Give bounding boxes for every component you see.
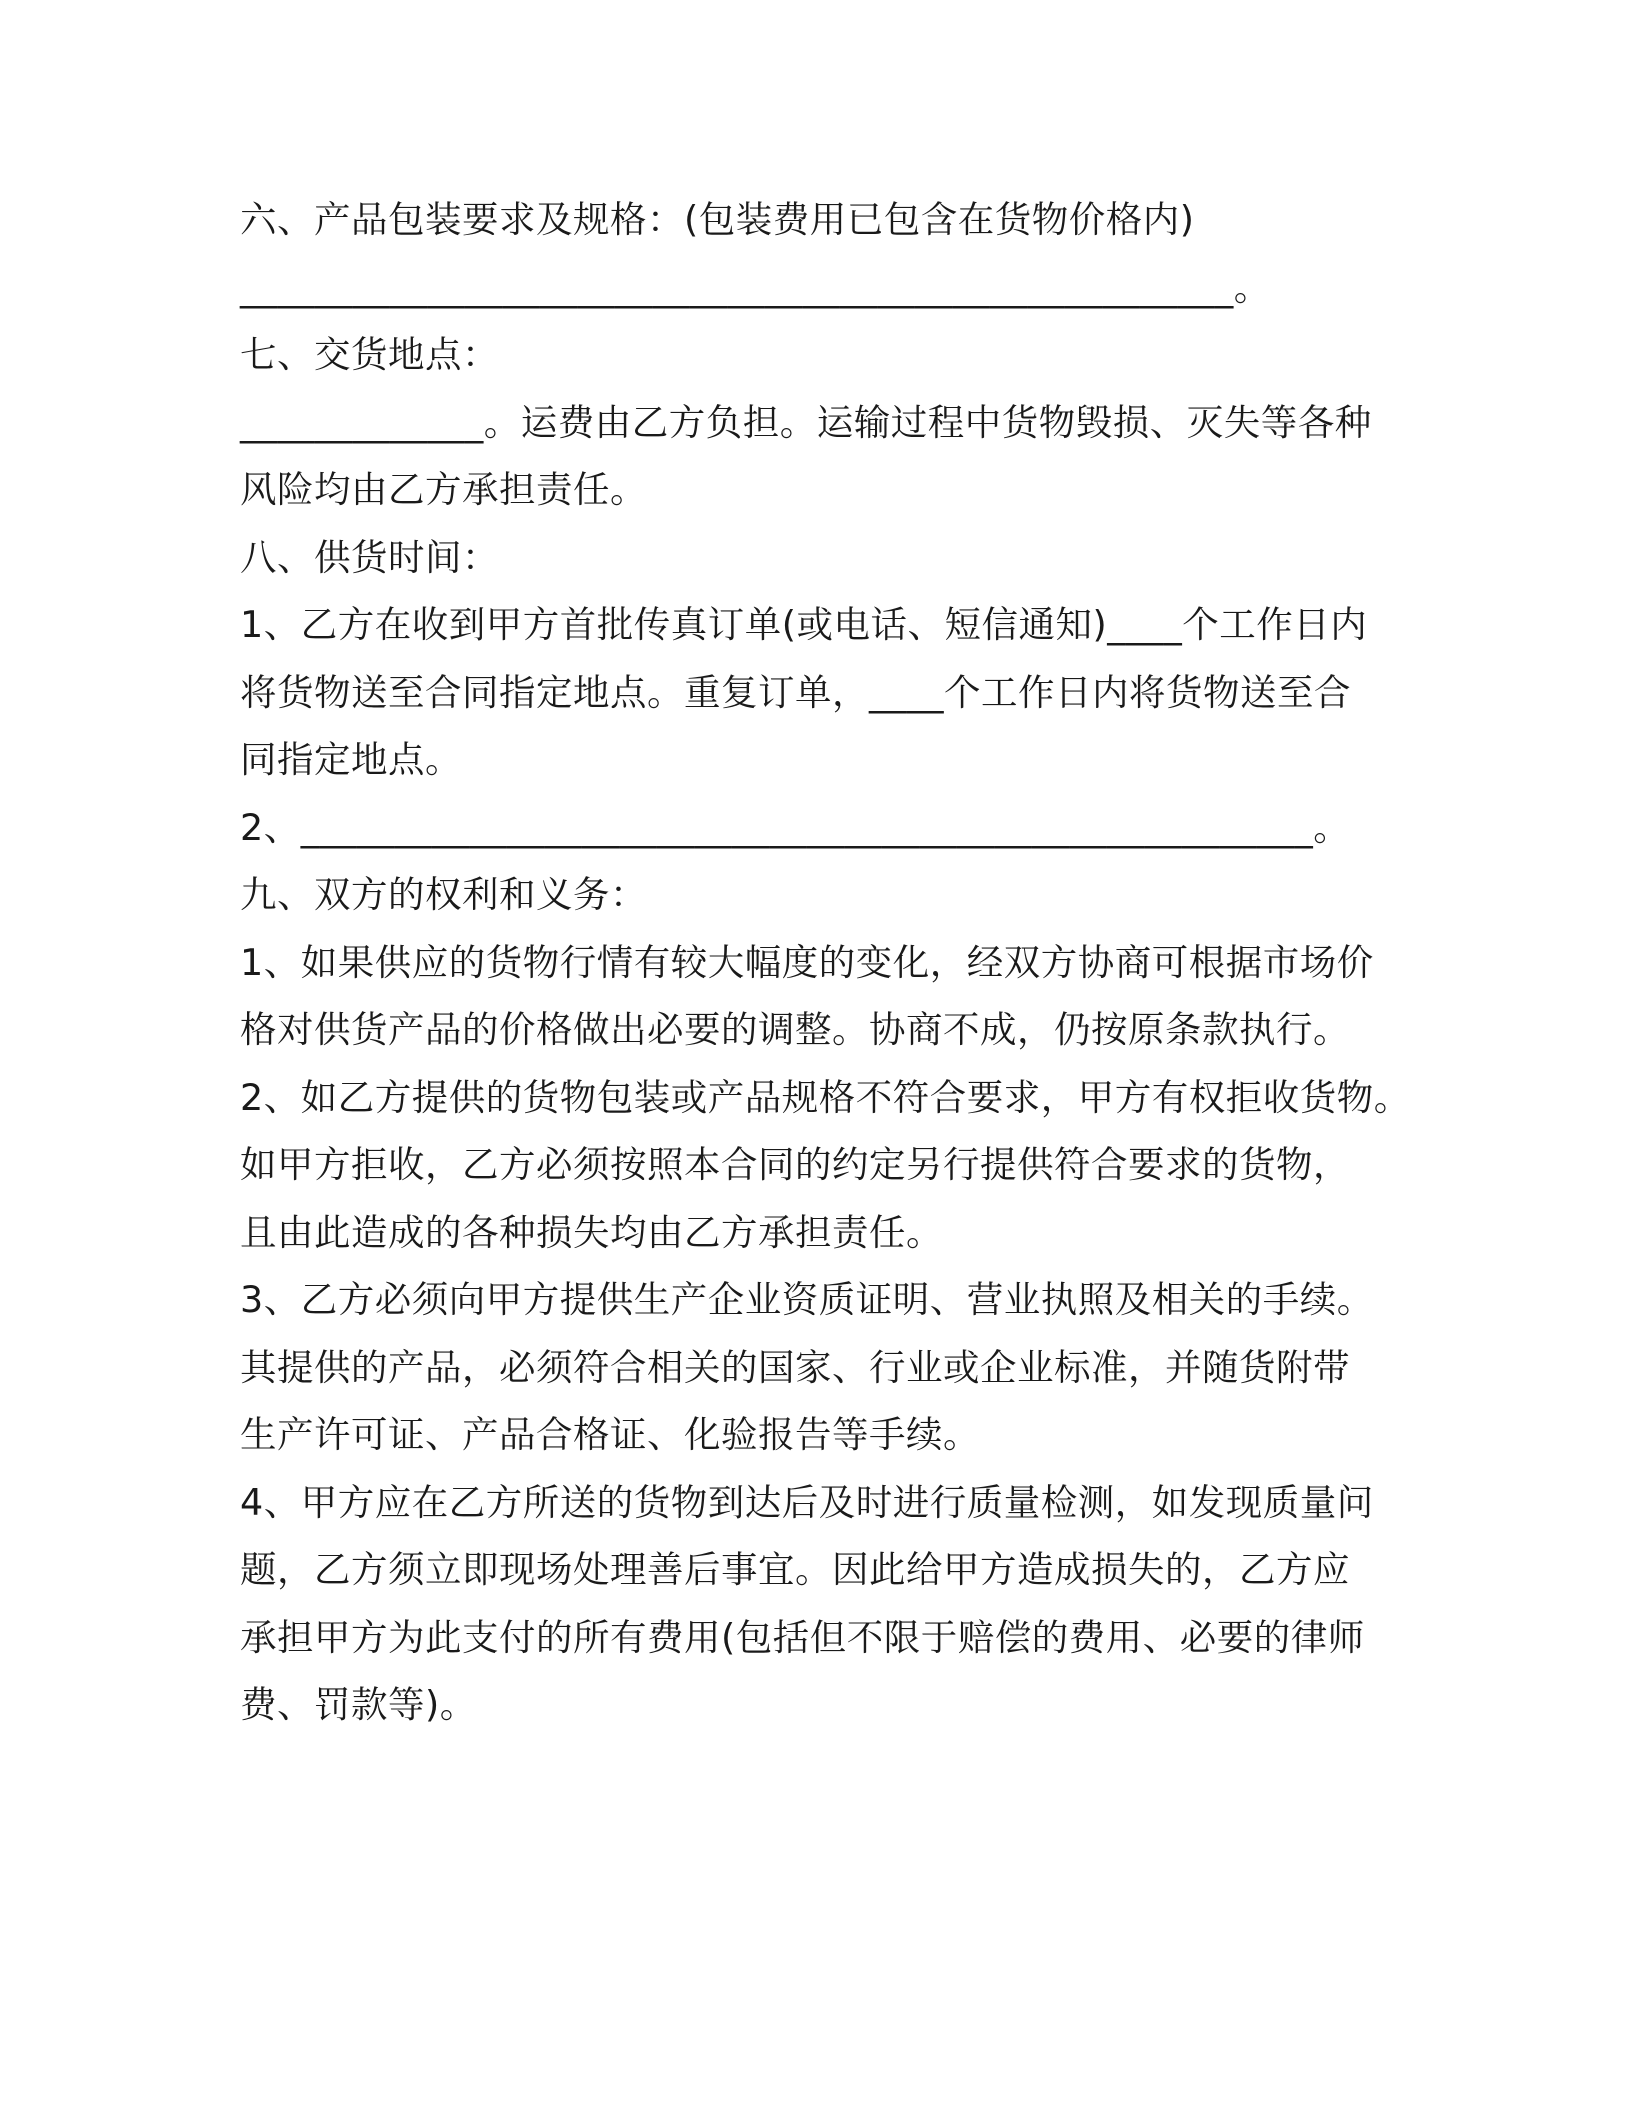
rights-clause-2-line-2: 如甲方拒收，乙方必须按照本合同的约定另行提供符合要求的货物， — [240, 1143, 1350, 1186]
rights-clause-2-line-1: 2、如乙方提供的货物包装或产品规格不符合要求，甲方有权拒收货物。 — [240, 1075, 1411, 1119]
section-8-heading: 八、供货时间： — [240, 535, 499, 579]
section-9-heading: 九、双方的权利和义务： — [240, 873, 647, 916]
delivery-risk-line: 风险均由乙方承担责任。 — [240, 468, 647, 511]
supply-time-clause-1-line-2: 将货物送至合同指定地点。重复订单，____个工作日内将货物送至合 — [240, 670, 1351, 714]
packaging-blank-line: _____________________________________________________。 — [240, 265, 1271, 309]
rights-clause-3-line-1: 3、乙方必须向甲方提供生产企业资质证明、营业执照及相关的手续。 — [240, 1278, 1374, 1321]
supply-time-clause-2: 2、______________________________________________________。 — [240, 805, 1351, 849]
document-body — [240, 186, 1420, 1739]
rights-clause-4-line-2: 题，乙方须立即现场处理善后事宜。因此给甲方造成损失的，乙方应 — [240, 1548, 1350, 1591]
rights-clause-3-line-3: 生产许可证、产品合格证、化验报告等手续。 — [240, 1413, 980, 1456]
rights-clause-4-line-4: 费、罚款等)。 — [240, 1683, 477, 1726]
rights-clause-3-line-2: 其提供的产品，必须符合相关的国家、行业或企业标准，并随货附带 — [240, 1345, 1350, 1389]
supply-time-clause-1-line-3: 同指定地点。 — [240, 738, 462, 781]
rights-clause-4-line-1: 4、甲方应在乙方所送的货物到达后及时进行质量检测，如发现质量问 — [240, 1480, 1374, 1524]
section-6-heading: 六、产品包装要求及规格：(包装费用已包含在货物价格内) — [240, 198, 1195, 241]
delivery-location-line: _____________。运费由乙方负担。运输过程中货物毁损、灭失等各种 — [240, 400, 1372, 444]
section-7-heading: 七、交货地点： — [240, 333, 499, 376]
supply-time-clause-1-line-1: 1、乙方在收到甲方首批传真订单(或电话、短信通知)____个工作日内 — [240, 603, 1368, 646]
rights-clause-2-line-3: 且由此造成的各种损失均由乙方承担责任。 — [240, 1210, 943, 1254]
rights-clause-1-line-2: 格对供货产品的价格做出必要的调整。协商不成，仍按原条款执行。 — [240, 1008, 1350, 1051]
rights-clause-1-line-1: 1、如果供应的货物行情有较大幅度的变化，经双方协商可根据市场价 — [240, 940, 1374, 984]
rights-clause-4-line-3: 承担甲方为此支付的所有费用(包括但不限于赔偿的费用、必要的律师 — [240, 1615, 1365, 1659]
